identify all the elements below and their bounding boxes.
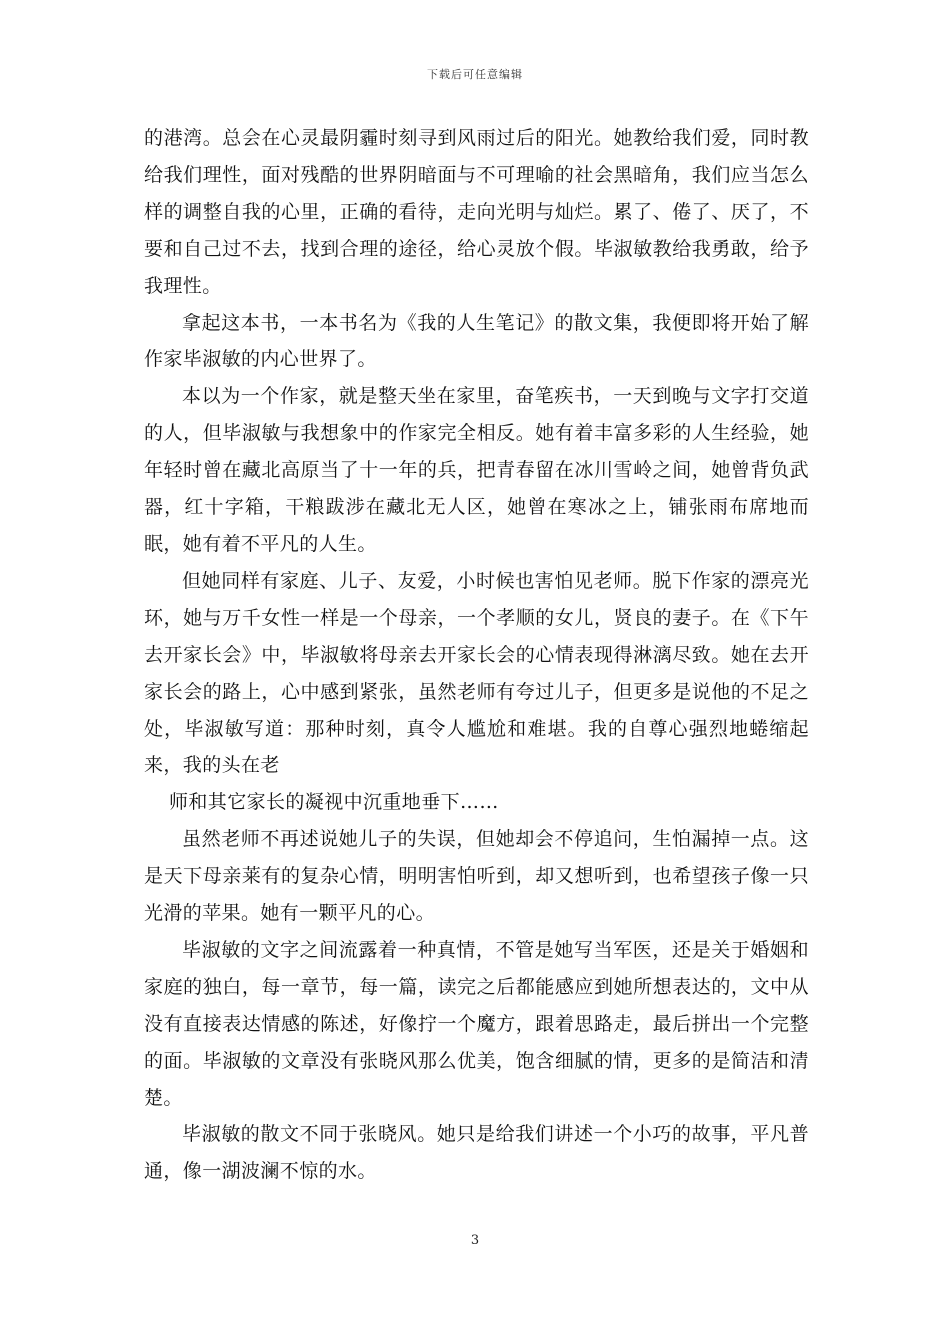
page-number: 3 <box>470 1233 480 1248</box>
paragraph-family: 但她同样有家庭、儿子、友爱，小时候也害怕见老师。脱下作家的漂亮光环，她与万千女性一样是一个母亲，一个孝顺的女儿，贤良的妻子。在《下午去开家长会》中，毕淑敏将母亲去开家长会的心情表现得淋漓尽致。她在去开家长会的路上，心中感到紧张，虽然老师有夸过儿子，但更多是说他的不足之处，毕淑敏写道：那种时刻，真令人尴尬和难堪。我的自尊心强烈地蜷缩起来，我的头在老 <box>144 569 809 777</box>
paragraph-writing-style: 毕淑敏的文字之间流露着一种真情，不管是她写当军医，还是关于婚姻和家庭的独白，每一章节，每一篇，读完之后都能感应到她所想表达的，文中从没有直接表达情感的陈述，好像拧一个魔方，跟着思路走，最后拼出一个完整的面。毕淑敏的文章没有张晓风那么优美，饱含细腻的情，更多的是简洁和清楚。 <box>144 938 809 1109</box>
page-header: 下载后可任意编辑 <box>427 68 523 81</box>
paragraph-quote-continuation: 师和其它家长的凝视中沉重地垂下…… <box>169 791 499 814</box>
paragraph-comparison: 毕淑敏的散文不同于张晓风。她只是给我们讲述一个小巧的故事，平凡普通，像一湖波澜不惊的水。 <box>144 1123 809 1183</box>
paragraph-author-life: 本以为一个作家，就是整天坐在家里，奋笔疾书，一天到晚与文字打交道的人，但毕淑敏与我想象中的作家完全相反。她有着丰富多彩的人生经验，她年轻时曾在藏北高原当了十一年的兵，把青春留在冰川雪岭之间，她曾背负武器，红十字箱，干粮跋涉在藏北无人区，她曾在寒冰之上，铺张雨布席地而眠，她有着不平凡的人生。 <box>144 385 809 555</box>
paragraph-mother-feelings: 虽然老师不再述说她儿子的失误，但她却会不停追问，生怕漏掉一点。这是天下母亲莱有的复杂心情，明明害怕听到，却又想听到，也希望孩子像一只光滑的苹果。她有一颗平凡的心。 <box>144 828 809 925</box>
paragraph-book-intro: 拿起这本书，一本书名为《我的人生笔记》的散文集，我便即将开始了解作家毕淑敏的内心世界了。 <box>144 311 809 371</box>
document-body <box>144 120 809 1190</box>
paragraph-continued: 的港湾。总会在心灵最阴霾时刻寻到风雨过后的阳光。她教给我们爱，同时教给我们理性，面对残酷的世界阴暗面与不可理喻的社会黑暗角，我们应当怎么样的调整自我的心里，正确的看待，走向光明与灿烂。累了、倦了、厌了，不要和自己过不去，找到合理的途径，给心灵放个假。毕淑敏教给我勇敢，给予我理性。 <box>144 127 809 297</box>
